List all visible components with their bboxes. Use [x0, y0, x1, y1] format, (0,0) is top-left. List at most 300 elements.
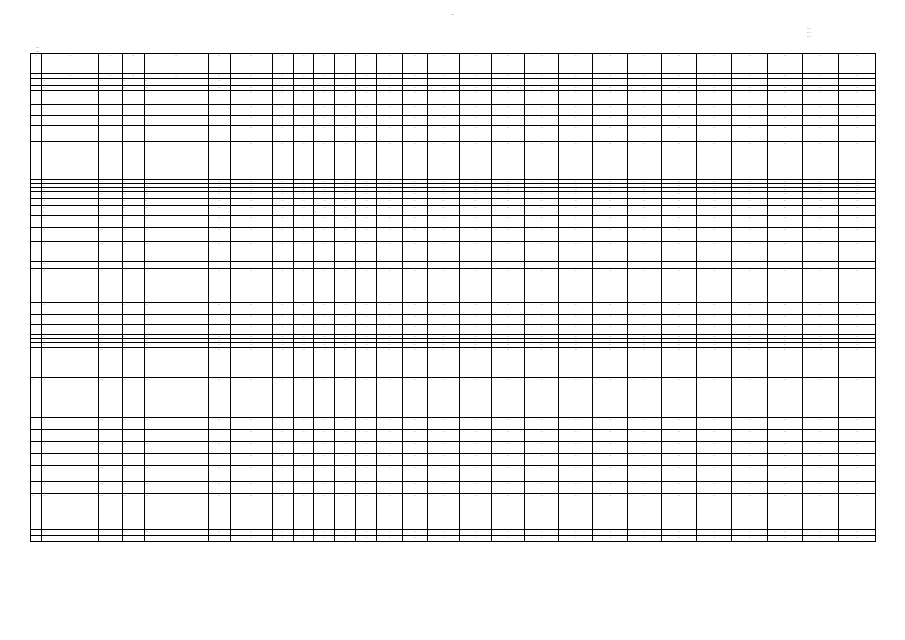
column-number: …	[356, 74, 377, 79]
table-cell: …	[42, 493, 99, 529]
table-cell: …	[428, 206, 460, 216]
table-cell	[335, 262, 356, 269]
table-cell: …	[144, 347, 208, 377]
table-cell: …	[767, 339, 802, 343]
column-header: …	[31, 54, 42, 74]
table-cell	[335, 79, 356, 86]
table-cell: …	[31, 269, 42, 303]
table-cell: …	[122, 192, 144, 199]
table-cell: …	[839, 347, 876, 377]
table-cell: …	[377, 228, 402, 242]
table-cell: …	[767, 417, 802, 429]
table-cell: …	[767, 325, 802, 335]
table-cell	[122, 105, 144, 116]
table-cell: …	[356, 126, 377, 142]
table-cell: …	[293, 303, 314, 315]
table-cell: …	[377, 216, 402, 228]
table-cell: …	[122, 269, 144, 303]
table-cell: …	[525, 180, 559, 184]
table-cell	[732, 79, 767, 86]
table-cell	[661, 79, 696, 86]
table-cell: …	[230, 529, 272, 535]
table-cell: …	[803, 535, 839, 541]
table-cell: …	[627, 453, 661, 465]
table-cell: …	[697, 228, 732, 242]
table-cell: …	[697, 529, 732, 535]
table-cell: …	[460, 188, 492, 192]
table-cell	[99, 453, 122, 465]
table-cell: …	[335, 86, 356, 91]
table-cell	[31, 242, 42, 262]
table-cell: …	[377, 417, 402, 429]
table-cell: …	[492, 347, 525, 377]
table-cell: …	[627, 105, 661, 116]
table-cell: …	[293, 481, 314, 493]
table-cell: …	[732, 105, 767, 116]
table-cell: …	[293, 325, 314, 335]
table-cell: …	[559, 228, 593, 242]
table-cell: …	[230, 535, 272, 541]
table-cell: …	[428, 453, 460, 465]
column-header: …	[732, 54, 767, 74]
table-cell: …	[99, 199, 122, 206]
table-cell: …	[208, 86, 230, 91]
table-cell: …	[460, 228, 492, 242]
table-cell: …	[122, 343, 144, 347]
table-cell: …	[697, 86, 732, 91]
table-cell: …	[208, 493, 230, 529]
table-cell: …	[525, 91, 559, 105]
table-cell: …	[732, 91, 767, 105]
table-cell: …	[492, 126, 525, 142]
table-cell: …	[356, 465, 377, 481]
table-cell: …	[314, 303, 335, 315]
table-cell: …	[803, 180, 839, 184]
table-cell: …	[99, 493, 122, 529]
table-cell: …	[697, 180, 732, 184]
table-cell: …	[559, 188, 593, 192]
table-cell: …	[272, 453, 293, 465]
table-cell: …	[661, 441, 696, 453]
table-cell: …	[272, 142, 293, 180]
table-cell: …	[356, 417, 377, 429]
table-cell: …	[697, 242, 732, 262]
table-cell: …	[99, 339, 122, 343]
table-cell: …	[492, 465, 525, 481]
table-cell: …	[356, 347, 377, 377]
table-cell: …	[492, 481, 525, 493]
table-cell: …	[377, 481, 402, 493]
table-cell: …	[99, 465, 122, 481]
table-cell: …	[803, 105, 839, 116]
table-cell: …	[377, 343, 402, 347]
table-cell: …	[144, 188, 208, 192]
table-cell: …	[732, 216, 767, 228]
appendix-header	[764, 26, 854, 38]
table-cell: …	[593, 335, 627, 339]
table-cell: …	[593, 206, 627, 216]
table-cell: …	[293, 242, 314, 262]
table-row	[31, 347, 876, 377]
table-cell: …	[42, 339, 99, 343]
table-cell: …	[428, 116, 460, 126]
table-title-line: …	[36, 49, 40, 53]
table-cell	[31, 325, 42, 335]
table-cell	[208, 429, 230, 441]
table-cell: …	[356, 493, 377, 529]
table-cell: …	[428, 535, 460, 541]
table-cell: …	[492, 86, 525, 91]
table-cell: …	[767, 441, 802, 453]
table-cell: …	[839, 453, 876, 465]
table-cell: …	[377, 126, 402, 142]
table-cell	[31, 91, 42, 105]
table-cell: …	[402, 188, 427, 192]
table-cell: …	[525, 303, 559, 315]
table-cell: …	[803, 325, 839, 335]
table-cell: …	[293, 206, 314, 216]
table-cell	[144, 142, 208, 180]
table-cell: …	[767, 335, 802, 339]
table-cell: …	[428, 429, 460, 441]
table-cell: …	[661, 339, 696, 343]
table-cell: …	[661, 417, 696, 429]
table-cell: …	[492, 339, 525, 343]
table-cell: …	[661, 465, 696, 481]
table-cell	[31, 465, 42, 481]
table-cell: …	[272, 535, 293, 541]
table-row	[31, 453, 876, 465]
table-cell	[31, 142, 42, 180]
table-cell: …	[525, 529, 559, 535]
table-cell: …	[402, 347, 427, 377]
table-cell: …	[627, 242, 661, 262]
table-cell: …	[661, 535, 696, 541]
table-row	[31, 465, 876, 481]
table-cell: …	[356, 429, 377, 441]
table-cell	[42, 91, 99, 105]
table-cell: …	[767, 184, 802, 188]
table-body	[31, 79, 876, 542]
table-cell: …	[122, 493, 144, 529]
table-row	[31, 142, 876, 180]
table-cell: …	[492, 377, 525, 417]
table-cell: …	[377, 339, 402, 343]
column-header: …	[402, 54, 427, 74]
table-cell: …	[335, 116, 356, 126]
table-cell	[31, 105, 42, 116]
table-cell: …	[144, 184, 208, 188]
table-cell	[356, 262, 377, 269]
table-cell: …	[697, 535, 732, 541]
table-cell: …	[314, 417, 335, 429]
table-cell: …	[314, 206, 335, 216]
table-cell: …	[492, 315, 525, 325]
column-header: …	[356, 54, 377, 74]
table-cell: …	[732, 453, 767, 465]
table-cell: …	[356, 142, 377, 180]
table-cell: …	[314, 481, 335, 493]
table-cell: …	[525, 429, 559, 441]
table-cell: …	[428, 339, 460, 343]
table-cell: …	[661, 453, 696, 465]
table-cell	[31, 116, 42, 126]
table-cell	[31, 303, 42, 315]
table-cell: …	[208, 184, 230, 188]
table-cell: …	[402, 343, 427, 347]
table-cell	[99, 535, 122, 541]
table-row	[31, 325, 876, 335]
table-cell: …	[492, 453, 525, 465]
table-cell: …	[627, 180, 661, 184]
table-cell: …	[460, 465, 492, 481]
table-cell: …	[335, 535, 356, 541]
table-cell	[31, 79, 42, 86]
table-cell: …	[839, 481, 876, 493]
table-cell: …	[99, 269, 122, 303]
table-cell: …	[356, 105, 377, 116]
table-cell: …	[767, 192, 802, 199]
table-cell	[559, 262, 593, 269]
table-cell: …	[402, 184, 427, 188]
table-cell: …	[208, 441, 230, 453]
table-cell	[99, 429, 122, 441]
table-cell: …	[661, 242, 696, 262]
table-cell	[31, 535, 42, 541]
table-cell: …	[661, 481, 696, 493]
table-cell	[42, 429, 99, 441]
table-cell	[31, 347, 42, 377]
table-cell: …	[99, 417, 122, 429]
table-cell: …	[230, 481, 272, 493]
table-cell: …	[428, 192, 460, 199]
table-cell: …	[230, 441, 272, 453]
table-cell: …	[697, 192, 732, 199]
table-cell: …	[335, 228, 356, 242]
table-cell: …	[314, 242, 335, 262]
table-cell: …	[42, 180, 99, 184]
table-cell: …	[593, 429, 627, 441]
table-cell: …	[525, 417, 559, 429]
table-cell: …	[293, 315, 314, 325]
table-cell: …	[492, 184, 525, 188]
table-cell: …	[803, 126, 839, 142]
table-cell: …	[559, 269, 593, 303]
table-cell: …	[803, 417, 839, 429]
table-cell: …	[272, 126, 293, 142]
column-header: …	[293, 54, 314, 74]
table-cell: …	[99, 242, 122, 262]
table-cell: …	[697, 142, 732, 180]
table-cell: …	[593, 86, 627, 91]
table-cell: …	[122, 481, 144, 493]
table-cell: …	[122, 228, 144, 242]
table-cell: …	[272, 377, 293, 417]
table-cell: …	[492, 303, 525, 315]
table-cell: …	[697, 105, 732, 116]
table-cell: …	[732, 529, 767, 535]
table-cell: …	[803, 429, 839, 441]
table-cell: …	[377, 188, 402, 192]
table-cell: …	[767, 126, 802, 142]
table-cell	[42, 315, 99, 325]
table-cell	[230, 262, 272, 269]
table-cell: …	[559, 335, 593, 339]
table-row	[31, 126, 876, 142]
table-cell: …	[272, 192, 293, 199]
table-cell: …	[402, 91, 427, 105]
table-cell	[428, 79, 460, 86]
table-cell: …	[293, 335, 314, 339]
table-cell: …	[460, 86, 492, 91]
table-cell: …	[144, 481, 208, 493]
table-row	[31, 79, 876, 86]
table-cell: …	[767, 242, 802, 262]
table-cell: …	[839, 343, 876, 347]
table-cell: …	[492, 188, 525, 192]
table-cell: …	[627, 188, 661, 192]
table-cell	[31, 441, 42, 453]
appendix-header-line: …	[807, 26, 811, 30]
table-cell: …	[356, 184, 377, 188]
table-cell	[122, 142, 144, 180]
table-cell: …	[593, 91, 627, 105]
table-row	[31, 262, 876, 269]
table-cell: …	[428, 184, 460, 188]
table-cell: …	[293, 441, 314, 453]
table-cell: …	[144, 417, 208, 429]
table-cell: …	[314, 269, 335, 303]
table-cell: …	[42, 303, 99, 315]
table-cell: …	[627, 481, 661, 493]
table-cell: …	[335, 335, 356, 339]
column-header: …	[697, 54, 732, 74]
table-cell: …	[492, 429, 525, 441]
table-cell: …	[593, 199, 627, 206]
table-cell: …	[144, 86, 208, 91]
column-header: …	[525, 54, 559, 74]
table-cell: …	[272, 206, 293, 216]
table-cell: …	[377, 529, 402, 535]
table-cell: …	[314, 184, 335, 188]
table-cell: …	[767, 315, 802, 325]
table-cell: …	[208, 481, 230, 493]
table-cell	[492, 262, 525, 269]
table-cell: …	[230, 343, 272, 347]
table-cell: …	[293, 465, 314, 481]
table-cell: …	[428, 142, 460, 180]
table-cell: …	[402, 126, 427, 142]
column-header: …	[428, 54, 460, 74]
table-cell: …	[525, 86, 559, 91]
table-cell: …	[402, 216, 427, 228]
table-cell: …	[230, 192, 272, 199]
column-number: …	[377, 74, 402, 79]
column-number: …	[208, 74, 230, 79]
table-cell: …	[293, 269, 314, 303]
table-cell: …	[525, 242, 559, 262]
table-cell: …	[377, 377, 402, 417]
table-cell: …	[335, 199, 356, 206]
table-cell: …	[314, 453, 335, 465]
table-cell: …	[492, 142, 525, 180]
table-cell: …	[314, 192, 335, 199]
table-cell: …	[335, 441, 356, 453]
column-number: …	[732, 74, 767, 79]
table-cell: …	[732, 242, 767, 262]
table-cell: …	[377, 269, 402, 303]
table-cell: …	[839, 188, 876, 192]
table-cell	[767, 262, 802, 269]
table-cell: …	[732, 199, 767, 206]
table-cell: …	[460, 105, 492, 116]
table-cell	[230, 79, 272, 86]
table-cell: …	[314, 429, 335, 441]
table-cell: …	[314, 180, 335, 184]
table-cell: …	[460, 216, 492, 228]
column-number: …	[31, 74, 42, 79]
table-cell: …	[208, 377, 230, 417]
table-row	[31, 269, 876, 303]
table-row	[31, 91, 876, 105]
table-cell: …	[230, 105, 272, 116]
column-number: …	[593, 74, 627, 79]
table-cell: …	[492, 192, 525, 199]
column-number: …	[627, 74, 661, 79]
table-cell	[31, 199, 42, 206]
table-cell: …	[839, 535, 876, 541]
table-cell: …	[460, 529, 492, 535]
table-cell: …	[559, 315, 593, 325]
table-cell: …	[356, 192, 377, 199]
table-cell: …	[627, 465, 661, 481]
table-cell: …	[272, 86, 293, 91]
table-cell: …	[559, 429, 593, 441]
table-cell: …	[272, 180, 293, 184]
table-cell: …	[230, 216, 272, 228]
table-cell: …	[99, 343, 122, 347]
table-cell: …	[839, 465, 876, 481]
table-cell: …	[767, 269, 802, 303]
table-cell: …	[661, 303, 696, 315]
table-cell: …	[402, 339, 427, 343]
table-cell: …	[272, 335, 293, 339]
table-cell: …	[428, 199, 460, 206]
table-cell: …	[593, 493, 627, 529]
table-cell	[208, 116, 230, 126]
table-cell: …	[627, 315, 661, 325]
table-cell	[31, 429, 42, 441]
table-cell: …	[208, 269, 230, 303]
table-cell: …	[42, 335, 99, 339]
table-cell: …	[525, 184, 559, 188]
table-cell: …	[272, 325, 293, 335]
table-cell: …	[661, 180, 696, 184]
table-cell: …	[627, 529, 661, 535]
table-title	[36, 45, 366, 53]
table-cell: …	[377, 325, 402, 335]
table-cell: …	[559, 192, 593, 199]
table-cell: …	[492, 343, 525, 347]
column-header: …	[460, 54, 492, 74]
table-cell: …	[402, 116, 427, 126]
table-cell	[144, 453, 208, 465]
table-cell: …	[314, 343, 335, 347]
table-cell	[99, 315, 122, 325]
table-cell: …	[230, 199, 272, 206]
table-cell: …	[627, 192, 661, 199]
table-cell: …	[356, 377, 377, 417]
